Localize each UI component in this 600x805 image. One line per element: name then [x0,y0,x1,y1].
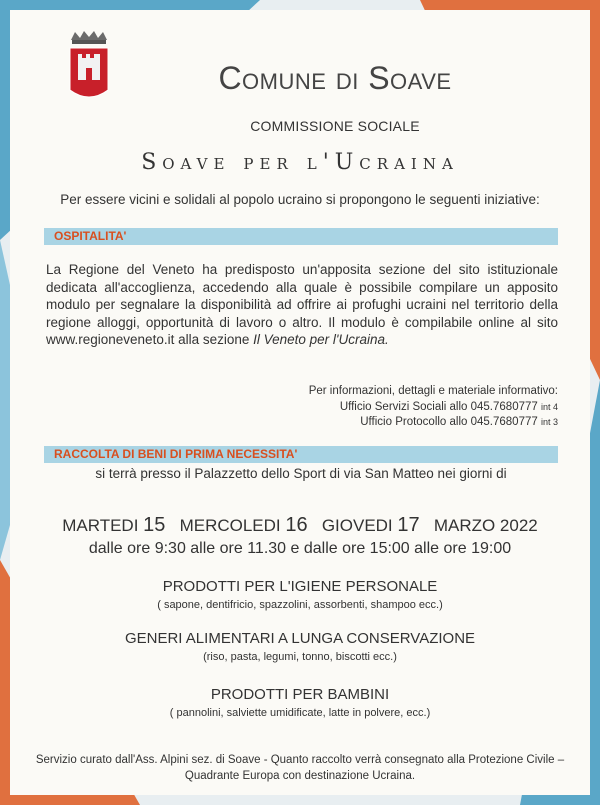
date-month: MARZO 2022 [433,516,538,535]
ospitalita-paragraph [46,261,558,349]
section-heading-ospitalita: OSPITALITA' [44,228,558,245]
municipal-crest-icon [66,30,112,106]
contact-info [220,384,558,431]
date-day-3: GIOVEDI [321,516,393,535]
contact-info-title: Per informazioni, dettagli e materiale informativo: [308,385,558,397]
date-num-3: 17 [397,514,420,536]
contact-line-social-label: Ufficio Servizi Sociali allo 045.7680777 [339,400,538,413]
page-title: Comune di Soave [218,60,452,96]
footer-note: Servizio curato dall'Ass. Alpini sez. di Soave - Quanto raccolto verrà consegnato alla Protezione Civile – Quadrante Europa con destinazione Ucraina. [35,754,565,782]
intro-text: Per essere vicini e solidali al popolo ucraino si propongono le seguenti iniziative: [60,192,540,207]
category-desc: (riso, pasta, legumi, tonno, biscotti ecc.) [203,651,397,663]
contact-line-protocol [220,415,558,431]
raccolta-location: si terrà presso il Palazzetto dello Sport di via San Matteo nei giorni di [95,466,507,481]
contact-line-protocol-ext: int 3 [540,417,558,427]
ospitalita-text: La Regione del Veneto ha predisposto un'apposita sezione del sito istituzionale dedicata all'accoglienza, accedendo alla quale è possibile compilare un apposito modulo per segnalare la disponibilità ad offrire ai profughi ucraini nel territorio della regione alloggi, opportunità di lavoro o altro. Il modulo è compilabile online al sito www.regioneveneto.it alla sezione [46,262,558,348]
category-hygiene [60,578,540,611]
section-heading-raccolta: RACCOLTA DI BENI DI PRIMA NECESSITA' [44,446,558,463]
category-desc: ( sapone, dentifricio, spazzolini, assorbenti, shampoo ecc.) [157,599,443,611]
contact-line-protocol-label: Ufficio Protocollo allo 045.7680777 [360,416,538,428]
category-children [60,686,540,719]
date-num-1: 15 [143,514,166,536]
ospitalita-text-italic: Il Veneto per l'Ucraina. [253,332,389,348]
contact-line-social-ext: int 4 [540,401,558,412]
collection-dates [30,514,570,537]
category-desc: ( pannolini, salviette umidificate, latte in polvere, ecc.) [169,707,431,719]
category-title: GENERI ALIMENTARI A LUNGA CONSERVAZIONE [124,630,476,647]
date-day-1: MARTEDI [62,516,139,535]
category-title: PRODOTTI PER L'IGIENE PERSONALE [162,578,438,595]
headline: Soave per l'Ucraina [141,150,459,175]
page-subtitle: COMMISSIONE SOCIALE [250,118,420,134]
date-num-2: 16 [285,514,308,536]
collection-hours: dalle ore 9:30 alle ore 11.30 e dalle ore 15:00 alle ore 19:00 [88,540,512,557]
category-food [60,630,540,663]
date-day-2: MERCOLEDI [179,516,281,535]
contact-line-social [220,400,558,416]
category-title: PRODOTTI PER BAMBINI [210,686,390,703]
